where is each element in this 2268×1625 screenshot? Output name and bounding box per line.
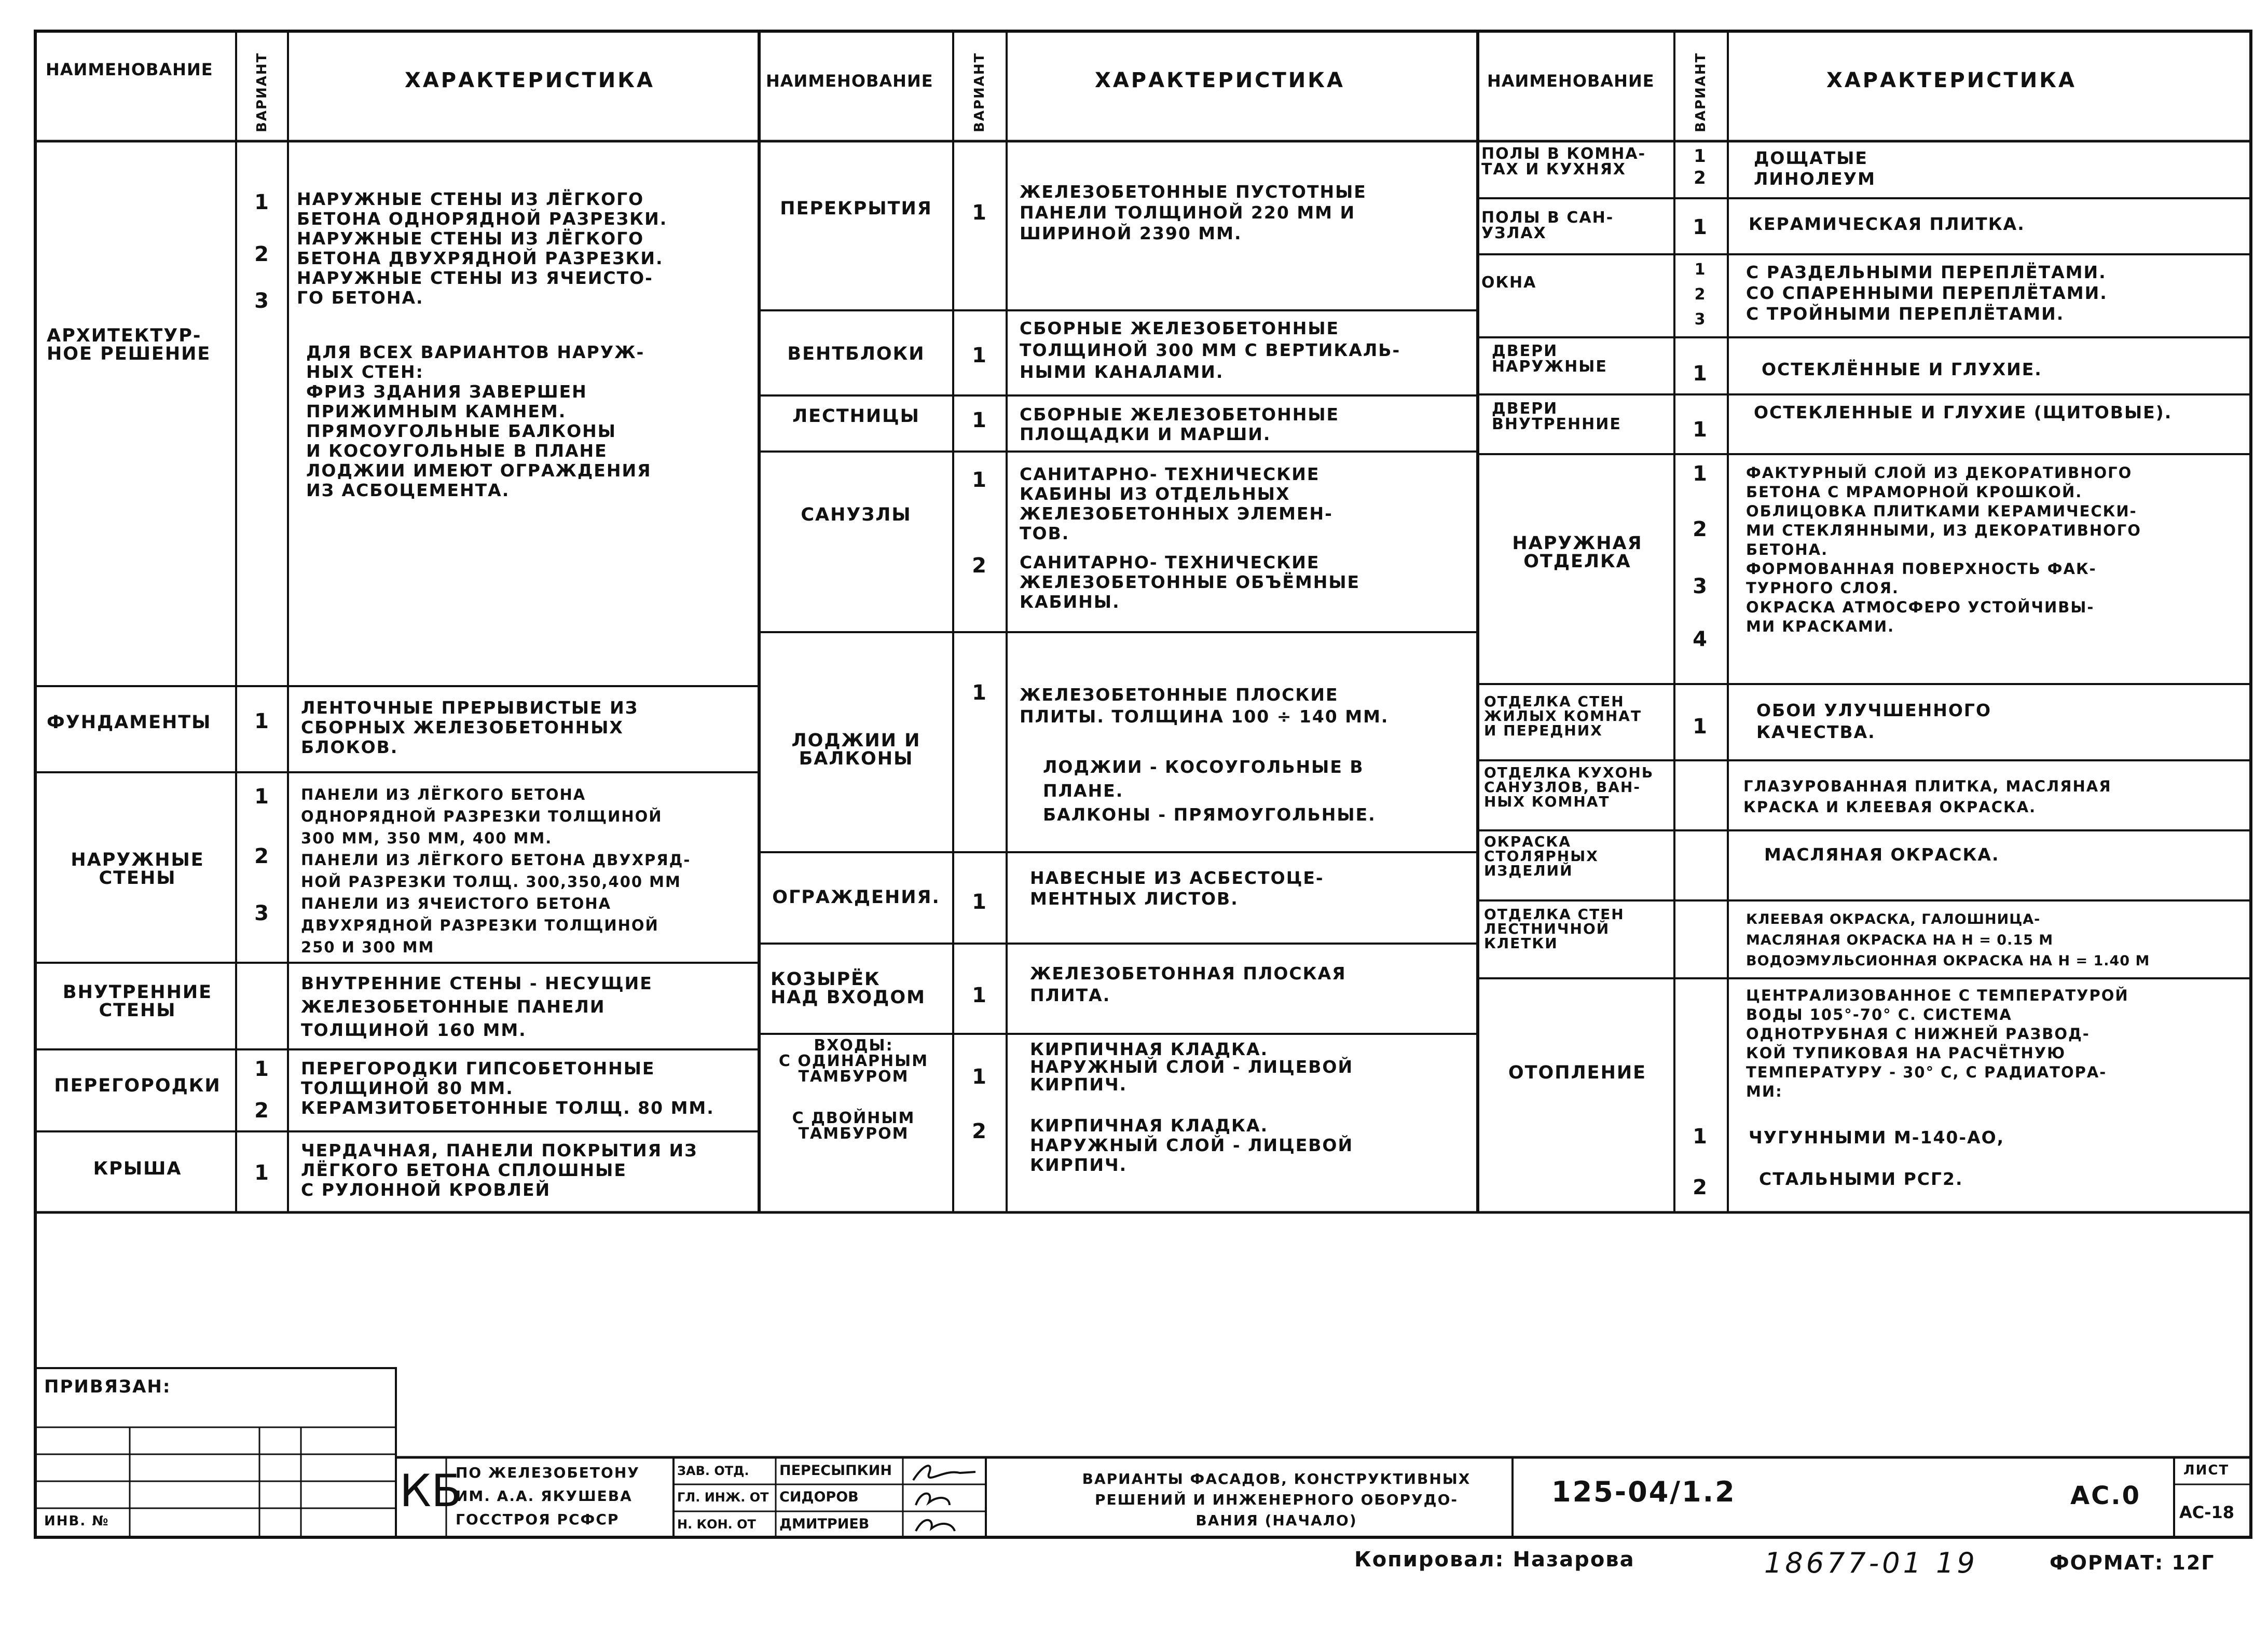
stamp-person: ДМИТРИЕВ	[779, 1516, 870, 1532]
col3-text-exterior-finish: ФАКТУРНЫЙ СЛОЙ ИЗ ДЕКОРАТИВНОГО БЕТОНА С МРАМОРНОЙ КРОШКОЙ. ОБЛИЦОВКА ПЛИТКАМИ КЕРАМИЧЕСКИ- МИ СТЕКЛЯННЫМИ, ИЗ ДЕКОРАТИВНОГО БЕТОНА. ФОРМОВАННАЯ ПОВЕРХНОСТЬ ФАК- ТУРНОГО СЛОЯ. ОКРАСКА АТМОСФЕРО УСТОЙЧИВЫ- МИ КРАСКАМИ.	[1746, 464, 2141, 635]
col2-text-entrances: КИРПИЧНАЯ КЛАДКА. НАРУЖНЫЙ СЛОЙ - ЛИЦЕВОЙ КИРПИЧ.	[1030, 1039, 1354, 1095]
col3-variant: 1	[1694, 146, 1707, 167]
col3-variant: 1	[1693, 462, 1708, 486]
col2-name-entrances: ВХОДЫ: С ОДИНАРНЫМ ТАМБУРОМ	[778, 1036, 929, 1086]
col3-variant: 2	[1694, 168, 1707, 188]
col2-name-floors: ПЕРЕКРЫТИЯ	[780, 198, 932, 219]
col3-variant: 1	[1694, 261, 1707, 279]
col1-variant: 1	[254, 190, 270, 214]
col3-text2-heating: ЧУГУННЫМИ М-140-АО,	[1749, 1127, 2005, 1148]
col1-variant: 1	[254, 1161, 270, 1185]
col1-name-foundations: ФУНДАМЕНТЫ	[47, 712, 212, 733]
col1-variant: 2	[254, 844, 270, 868]
col1-name-interior-walls: ВНУТРЕННИЕ СТЕНЫ	[62, 982, 213, 1021]
header-characteristic-1: ХАРАКТЕРИСТИКА	[405, 69, 655, 92]
col1-variant: 1	[254, 785, 270, 809]
col2-text2-entrances: КИРПИЧНАЯ КЛАДКА. НАРУЖНЫЙ СЛОЙ - ЛИЦЕВОЙ КИРПИЧ.	[1030, 1115, 1354, 1175]
col1-variant: 1	[254, 709, 270, 733]
col2-variant: 1	[972, 890, 987, 914]
col3-variant: 1	[1693, 215, 1708, 239]
header-name-2: НАИМЕНОВАНИЕ	[766, 71, 933, 91]
col1-variant: 3	[254, 289, 270, 313]
col3-name-doors-interior: ДВЕРИ ВНУТРЕННИЕ	[1492, 400, 1621, 433]
stamp-stage: АС.0	[2070, 1481, 2141, 1510]
col3-variant: 1	[1693, 362, 1708, 386]
col3-text-kitchens: ГЛАЗУРОВАННАЯ ПЛИТКА, МАСЛЯНАЯ КРАСКА И КЛЕЕВАЯ ОКРАСКА.	[1743, 777, 2112, 816]
col3-name-stairwell: ОТДЕЛКА СТЕН ЛЕСТНИЧНОЙ КЛЕТКИ	[1484, 906, 1625, 952]
col2-name-loggias: ЛОДЖИИ И БАЛКОНЫ	[791, 730, 921, 769]
col2-text-vent-blocks: СБОРНЫЕ ЖЕЛЕЗОБЕТОННЫЕ ТОЛЩИНОЙ 300 ММ С ВЕРТИКАЛЬ- НЫМИ КАНАЛАМИ.	[1020, 318, 1401, 382]
stamp-sheet-title: ВАРИАНТЫ ФАСАДОВ, КОНСТРУКТИВНЫХ РЕШЕНИЙ И ИНЖЕНЕРНОГО ОБОРУДО- ВАНИЯ (НАЧАЛО)	[1082, 1470, 1471, 1529]
col2-text-fences: НАВЕСНЫЕ ИЗ АСБЕСТОЦЕ- МЕНТНЫХ ЛИСТОВ.	[1030, 868, 1324, 909]
col2-variant: 2	[972, 1119, 987, 1143]
col3-text-doors-interior: ОСТЕКЛЕННЫЕ И ГЛУХИЕ (ЩИТОВЫЕ).	[1754, 402, 2173, 422]
stamp-person: ПЕРЕСЫПКИН	[779, 1463, 892, 1479]
header-name-3: НАИМЕНОВАНИЕ	[1487, 71, 1655, 91]
col1-text-interior-walls: ВНУТРЕННИЕ СТЕНЫ - НЕСУЩИЕ ЖЕЛЕЗОБЕТОННЫЕ ПАНЕЛИ ТОЛЩИНОЙ 160 ММ.	[301, 973, 653, 1040]
col3-variant: 3	[1694, 310, 1707, 329]
col3-text-heating: ЦЕНТРАЛИЗОВАННОЕ С ТЕМПЕРАТУРОЙ ВОДЫ 105°-70° С. СИСТЕМА ОДНОТРУБНАЯ С НИЖНЕЙ РАЗВОД- КОЙ ТУПИКОВАЯ НА РАСЧЁТНУЮ ТЕМПЕРАТУРУ - 30° С, С РАДИАТОРА- МИ:	[1746, 987, 2129, 1100]
col2-text-floors: ЖЕЛЕЗОБЕТОННЫЕ ПУСТОТНЫЕ ПАНЕЛИ ТОЛЩИНОЙ 220 ММ И ШИРИНОЙ 2390 ММ.	[1020, 182, 1367, 243]
header-characteristic-2: ХАРАКТЕРИСТИКА	[1095, 69, 1345, 92]
col3-text-floors-bath: КЕРАМИЧЕСКАЯ ПЛИТКА.	[1749, 214, 2025, 234]
col3-variant: 3	[1693, 575, 1708, 598]
col2-text-bathrooms: САНИТАРНО- ТЕХНИЧЕСКИЕ КАБИНЫ ИЗ ОТДЕЛЬНЫХ ЖЕЛЕЗОБЕТОННЫХ ЭЛЕМЕН- ТОВ.	[1020, 464, 1333, 543]
stamp-document-code: 125-04/1.2	[1551, 1476, 1736, 1508]
header-variant-2: ВАРИАНТ	[972, 52, 987, 132]
col2-name-fences: ОГРАЖДЕНИЯ.	[772, 887, 940, 908]
col3-text-walls-rooms: ОБОИ УЛУЧШЕННОГО КАЧЕСТВА.	[1756, 700, 1992, 742]
footer-copied-by: Копировал: Назарова	[1354, 1548, 1635, 1572]
col3-name-exterior-finish: НАРУЖНАЯ ОТДЕЛКА	[1512, 533, 1643, 572]
signatures	[913, 1466, 975, 1531]
col2-name-bathrooms: САНУЗЛЫ	[801, 504, 912, 525]
col3-text3-heating: СТАЛЬНЫМИ РСГ2.	[1759, 1169, 1963, 1189]
col3-variant: 2	[1693, 517, 1708, 541]
col3-variant: 1	[1693, 418, 1708, 442]
stamp-person: СИДОРОВ	[779, 1489, 859, 1505]
col3-variant: 2	[1693, 1176, 1708, 1199]
col2-variant: 1	[972, 408, 987, 432]
stamp-role: ГЛ. ИНЖ. ОТ	[677, 1490, 769, 1505]
stamp-kb-logo: КБ	[400, 1465, 462, 1517]
stamp-role: Н. КОН. ОТ	[677, 1517, 756, 1532]
col3-text-floors-rooms: ДОЩАТЫЕ ЛИНОЛЕУМ	[1754, 148, 1876, 189]
col1-text-architecture: НАРУЖНЫЕ СТЕНЫ ИЗ ЛЁГКОГО БЕТОНА ОДНОРЯДНОЙ РАЗРЕЗКИ. НАРУЖНЫЕ СТЕНЫ ИЗ ЛЁГКОГО БЕТОНА ДВУХРЯДНОЙ РАЗРЕЗКИ. НАРУЖНЫЕ СТЕНЫ ИЗ ЯЧЕИСТО- ГО БЕТОНА.	[297, 189, 668, 308]
col3-variant: 2	[1694, 285, 1707, 304]
col1-variant: 3	[254, 902, 270, 925]
col2-variant: 1	[972, 344, 987, 367]
stamp-privyazan: ПРИВЯЗАН:	[44, 1376, 171, 1397]
col1-name-partitions: ПЕРЕГОРОДКИ	[54, 1075, 221, 1096]
col2-text2-loggias: ЛОДЖИИ - КОСОУГОЛЬНЫЕ В ПЛАНЕ. БАЛКОНЫ - ПРЯМОУГОЛЬНЫЕ.	[1043, 757, 1376, 825]
col1-variant: 2	[254, 1099, 270, 1123]
col2-variant: 1	[972, 984, 987, 1007]
col2-text2-bathrooms: САНИТАРНО- ТЕХНИЧЕСКИЕ ЖЕЛЕЗОБЕТОННЫЕ ОБЪЁМНЫЕ КАБИНЫ.	[1020, 552, 1360, 612]
col3-name-windows: ОКНА	[1481, 274, 1537, 292]
col1-text2-architecture: ДЛЯ ВСЕХ ВАРИАНТОВ НАРУЖ- НЫХ СТЕН: ФРИЗ ЗДАНИЯ ЗАВЕРШЕН ПРИЖИМНЫМ КАМНЕМ. ПРЯМОУГОЛЬНЫЕ БАЛКОНЫ И КОСОУГОЛЬНЫЕ В ПЛАНЕ ЛОДЖИИ ИМЕЮТ ОГРАЖДЕНИЯ ИЗ АСБОЦЕМЕНТА.	[306, 342, 652, 500]
header-name-1: НАИМЕНОВАНИЕ	[46, 60, 213, 79]
col1-name-architecture: АРХИТЕКТУР- НОЕ РЕШЕНИЕ	[47, 325, 211, 364]
stamp-organization: ПО ЖЕЛЕЗОБЕТОНУ ИМ. А.А. ЯКУШЕВА ГОССТРОЯ РСФСР	[456, 1464, 640, 1528]
col2-text-stairs: СБОРНЫЕ ЖЕЛЕЗОБЕТОННЫЕ ПЛОЩАДКИ И МАРШИ.	[1020, 404, 1340, 444]
col3-name-joinery: ОКРАСКА СТОЛЯРНЫХ ИЗДЕЛИЙ	[1484, 833, 1599, 879]
col1-text-roof: ЧЕРДАЧНАЯ, ПАНЕЛИ ПОКРЫТИЯ ИЗ ЛЁГКОГО БЕТОНА СПЛОШНЫЕ С РУЛОННОЙ КРОВЛЕЙ	[301, 1140, 698, 1200]
col3-variant: 1	[1693, 1125, 1708, 1149]
header-characteristic-3: ХАРАКТЕРИСТИКА	[1826, 69, 2077, 92]
col2-text-canopy: ЖЕЛЕЗОБЕТОННАЯ ПЛОСКАЯ ПЛИТА.	[1030, 963, 1346, 1005]
col3-name-walls-rooms: ОТДЕЛКА СТЕН ЖИЛЫХ КОМНАТ И ПЕРЕДНИХ	[1484, 693, 1642, 739]
col3-text-stairwell: КЛЕЕВАЯ ОКРАСКА, ГАЛОШНИЦА- МАСЛЯНАЯ ОКРАСКА НА H = 0.15 М ВОДОЭМУЛЬСИОННАЯ ОКРАСКА НА H = 1.40 М	[1746, 911, 2150, 969]
col3-text-joinery: МАСЛЯНАЯ ОКРАСКА.	[1764, 844, 2000, 865]
col1-name-roof: КРЫША	[93, 1158, 182, 1179]
col2-name-vent-blocks: ВЕНТБЛОКИ	[787, 344, 925, 364]
header-variant-3: ВАРИАНТ	[1693, 52, 1709, 132]
col1-variant: 2	[254, 242, 270, 266]
col2-variant: 2	[972, 554, 987, 578]
stamp-sheet-number: АС-18	[2179, 1503, 2235, 1522]
col3-name-floors-rooms: ПОЛЫ В КОМНА- ТАХ И КУХНЯХ	[1481, 145, 1646, 179]
footer-format: ФОРМАТ: 12Г	[2050, 1551, 2215, 1574]
col2-variant: 1	[972, 201, 987, 225]
col2-variant: 1	[972, 681, 987, 705]
stamp-role: ЗАВ. ОТД.	[677, 1464, 749, 1478]
stamp-sheet-label: ЛИСТ	[2183, 1463, 2230, 1478]
col3-name-heating: ОТОПЛЕНИЕ	[1508, 1062, 1647, 1083]
col3-name-doors-exterior: ДВЕРИ НАРУЖНЫЕ	[1492, 342, 1607, 376]
col2-variant: 1	[972, 468, 987, 492]
header-variant-1: ВАРИАНТ	[254, 52, 270, 132]
col3-text-windows: С РАЗДЕЛЬНЫМИ ПЕРЕПЛЁТАМИ. СО СПАРЕННЫМИ ПЕРЕПЛЁТАМИ. С ТРОЙНЫМИ ПЕРЕПЛЁТАМИ.	[1746, 262, 2108, 324]
col2-name-stairs: ЛЕСТНИЦЫ	[792, 406, 920, 427]
col3-text-doors-exterior: ОСТЕКЛЁННЫЕ И ГЛУХИЕ.	[1762, 359, 2042, 379]
col1-variant: 1	[254, 1057, 270, 1081]
col2-name2-entrances: С ДВОЙНЫМ ТАМБУРОМ	[792, 1109, 915, 1143]
col1-name-exterior-walls: НАРУЖНЫЕ СТЕНЫ	[71, 850, 204, 889]
col3-name-floors-bath: ПОЛЫ В САН- УЗЛАХ	[1481, 209, 1614, 242]
col2-name-canopy: КОЗЫРЁК НАД ВХОДОМ	[771, 969, 926, 1008]
col1-text-foundations: ЛЕНТОЧНЫЕ ПРЕРЫВИСТЫЕ ИЗ СБОРНЫХ ЖЕЛЕЗОБЕТОННЫХ БЛОКОВ.	[301, 698, 639, 757]
col2-text-loggias: ЖЕЛЕЗОБЕТОННЫЕ ПЛОСКИЕ ПЛИТЫ. ТОЛЩИНА 100 ÷ 140 ММ.	[1020, 685, 1389, 727]
stamp-inv-label: ИНВ. №	[44, 1513, 109, 1529]
col1-text-exterior-walls: ПАНЕЛИ ИЗ ЛЁГКОГО БЕТОНА ОДНОРЯДНОЙ РАЗРЕЗКИ ТОЛЩИНОЙ 300 ММ, 350 ММ, 400 ММ. ПАНЕЛИ ИЗ ЛЁГКОГО БЕТОНА ДВУХРЯД- НОЙ РАЗРЕЗКИ ТОЛЩ. 300,350,400 ММ ПАНЕЛИ ИЗ ЯЧЕИСТОГО БЕТОНА ДВУХРЯДНОЙ РАЗРЕЗКИ ТОЛЩИНОЙ 250 И 300 ММ	[301, 786, 691, 956]
col2-variant: 1	[972, 1065, 987, 1089]
col3-variant: 1	[1693, 715, 1708, 739]
col3-variant: 4	[1693, 627, 1708, 651]
col3-name-kitchens: ОТДЕЛКА КУХОНЬ САНУЗЛОВ, ВАН- НЫХ КОМНАТ	[1484, 764, 1654, 810]
footer-archive-number: 18677-01 19	[1764, 1547, 1978, 1579]
col1-text-partitions: ПЕРЕГОРОДКИ ГИПСОБЕТОННЫЕ ТОЛЩИНОЙ 80 ММ. КЕРАМЗИТОБЕТОННЫЕ ТОЛЩ. 80 ММ.	[301, 1058, 714, 1118]
